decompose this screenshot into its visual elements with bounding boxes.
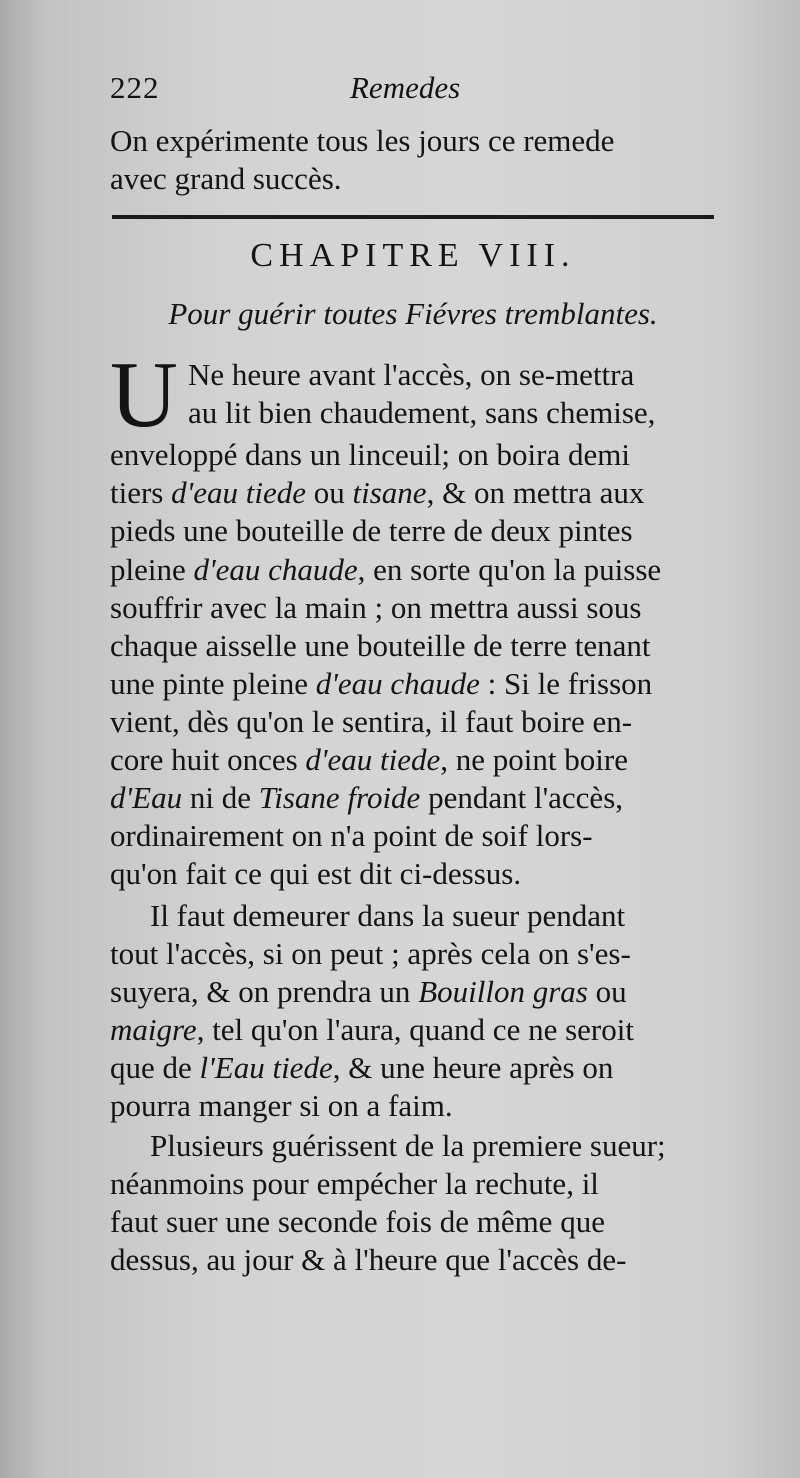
text-line: Plusieurs guérissent de la premiere sueur; bbox=[150, 1128, 666, 1163]
text-line: tiers d'eau tiede ou tisane, & on mettra aux bbox=[110, 475, 645, 510]
text-line: une pinte pleine d'eau chaude : Si le frisson bbox=[110, 666, 653, 701]
text-line: au lit bien chaudement, sans chemise, bbox=[188, 395, 656, 430]
text-line: dessus, au jour & à l'heure que l'accès de- bbox=[110, 1242, 627, 1277]
text-line: pleine d'eau chaude, en sorte qu'on la puisse bbox=[110, 552, 662, 587]
text-line: Ne heure avant l'accès, on se-mettra bbox=[188, 357, 635, 392]
text-line: Il faut demeurer dans la sueur pendant bbox=[150, 898, 626, 933]
drop-cap: U bbox=[110, 343, 178, 447]
running-head bbox=[110, 70, 730, 110]
text-line: core huit onces d'eau tiede, ne point boire bbox=[110, 742, 628, 777]
running-title: Remedes bbox=[350, 70, 461, 105]
text-line: faut suer une seconde fois de même que bbox=[110, 1204, 605, 1239]
text-line: que de l'Eau tiede, & une heure après on bbox=[110, 1050, 614, 1085]
text-line: chaque aisselle une bouteille de terre tenant bbox=[110, 628, 651, 663]
chapter-heading: CHAPITRE VIII. bbox=[250, 237, 576, 274]
intro-line: avec grand succès. bbox=[110, 161, 342, 196]
text-line: vient, dès qu'on le sentira, il faut boire en- bbox=[110, 704, 633, 739]
text-line: qu'on fait ce qui est dit ci-dessus. bbox=[110, 856, 522, 891]
horizontal-rule bbox=[112, 215, 714, 219]
text-line: enveloppé dans un linceuil; on boira demi bbox=[110, 437, 630, 472]
text-line: néanmoins pour empécher la rechute, il bbox=[110, 1166, 599, 1201]
intro-line: On expérimente tous les jours ce remede bbox=[110, 123, 615, 158]
text-line: tout l'accès, si on peut ; après cela on s'es- bbox=[110, 936, 631, 971]
text-line: pourra manger si on a faim. bbox=[110, 1088, 453, 1123]
text-line: maigre, tel qu'on l'aura, quand ce ne seroit bbox=[110, 1012, 634, 1047]
text-line: souffrir avec la main ; on mettra aussi sous bbox=[110, 590, 642, 625]
text-line: suyera, & on prendra un Bouillon gras ou bbox=[110, 974, 627, 1009]
text-line: d'Eau ni de Tisane froide pendant l'accès, bbox=[110, 780, 624, 815]
text-line: pieds une bouteille de terre de deux pintes bbox=[110, 513, 633, 548]
chapter-subtitle: Pour guérir toutes Fiévres tremblantes. bbox=[168, 296, 658, 331]
text-line: ordinairement on n'a point de soif lors- bbox=[110, 818, 593, 853]
page-number: 222 bbox=[110, 70, 160, 105]
